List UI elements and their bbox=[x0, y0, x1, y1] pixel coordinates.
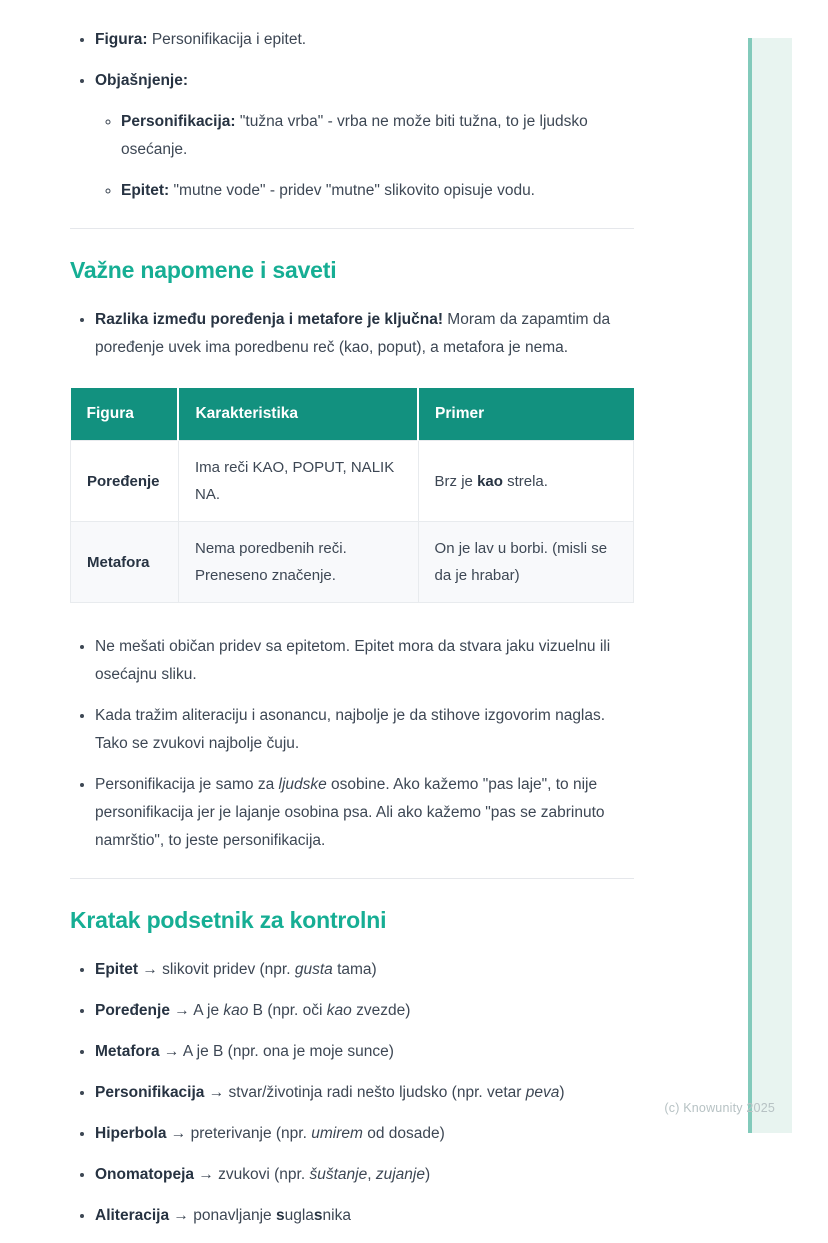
list-item bbox=[95, 956, 634, 984]
text-segment: → ponavljanje bbox=[169, 1206, 276, 1224]
section-title-napomene: Važne napomene i saveti bbox=[70, 257, 337, 284]
comparison-table-wrapper bbox=[70, 388, 634, 603]
text-segment: s bbox=[313, 1206, 323, 1224]
comparison-table bbox=[70, 388, 634, 603]
list-item bbox=[95, 306, 634, 362]
text-segment: → zvukovi (npr. bbox=[194, 1165, 310, 1183]
text-segment: Moram da zapamtim da poređenje uvek ima poredbenu reč (kao, poput), a metafora je nema. bbox=[95, 311, 611, 357]
text-segment: peva bbox=[525, 1084, 560, 1102]
text-segment: umirem bbox=[311, 1125, 363, 1143]
section-divider bbox=[70, 228, 634, 229]
text-segment: strela. bbox=[502, 472, 548, 490]
text-segment: Aliteracija bbox=[95, 1206, 170, 1224]
document-content bbox=[70, 26, 634, 1243]
section-divider bbox=[70, 878, 634, 879]
list-item bbox=[95, 1079, 634, 1107]
text-segment: , bbox=[367, 1165, 376, 1183]
list-item bbox=[95, 1202, 634, 1230]
text-segment: ) bbox=[424, 1165, 431, 1183]
text-segment: osobine. Ako kažemo "pas laje", to nije personifikacija jer je lajanje osobina psa. Ali ako kažemo "pas se zabrinuto namrštio", to jeste personifikacija. bbox=[95, 775, 605, 849]
text-segment: Poređenje bbox=[95, 1002, 170, 1020]
reminder-list bbox=[70, 956, 634, 1229]
list-item bbox=[95, 67, 634, 205]
text-segment: Figura: bbox=[95, 31, 148, 48]
intro-sublist bbox=[95, 108, 634, 205]
list-item-label bbox=[95, 72, 188, 89]
text-segment: "mutne vode" - pridev "mutne" slikovito opisuje vodu. bbox=[169, 181, 535, 199]
cell-figura: Metafora bbox=[71, 522, 179, 603]
text-segment: Brz je bbox=[434, 472, 478, 490]
text-segment: → A je bbox=[169, 1002, 224, 1020]
text-segment: Kada tražim aliteraciju i asonancu, najbolje je da stihove izgovorim naglas. Tako se zvukovi najbolje čuju. bbox=[95, 707, 606, 752]
cell-karakteristika: Ima reči KAO, POPUT, NALIK NA. bbox=[178, 441, 418, 522]
text-segment: Personifikacija i epitet. bbox=[147, 31, 307, 48]
text-segment: Personifikacija: bbox=[121, 112, 236, 130]
text-segment: B (npr. oči bbox=[248, 1002, 327, 1020]
text-segment: Objašnjenje: bbox=[95, 71, 189, 89]
list-item bbox=[95, 1120, 634, 1148]
text-segment: On je lav u borbi. (misli se da je hrabar) bbox=[434, 540, 608, 585]
cell-primer bbox=[418, 522, 633, 603]
section-title-podsetnik: Kratak podsetnik za kontrolni bbox=[70, 907, 387, 934]
table-header-figura: Figura bbox=[71, 388, 179, 441]
notes-list bbox=[70, 633, 634, 854]
text-segment: s bbox=[275, 1206, 285, 1224]
text-segment: ugla bbox=[284, 1206, 314, 1224]
text-segment: od dosade) bbox=[362, 1125, 445, 1143]
list-item bbox=[95, 633, 634, 689]
text-segment: gusta bbox=[294, 961, 333, 979]
text-segment: ) bbox=[559, 1084, 565, 1102]
text-segment: Onomatopeja bbox=[95, 1165, 195, 1183]
table-row bbox=[71, 441, 634, 522]
text-segment: Epitet: bbox=[121, 181, 170, 199]
cell-primer bbox=[418, 441, 633, 522]
cell-figura: Poređenje bbox=[71, 441, 179, 522]
text-segment: Hiperbola bbox=[95, 1125, 167, 1143]
text-segment: → stvar/životinja radi nešto ljudsko (npr. vetar bbox=[204, 1084, 526, 1102]
text-segment: kao bbox=[326, 1002, 352, 1020]
list-item bbox=[121, 177, 634, 205]
table-header-primer: Primer bbox=[418, 388, 633, 441]
text-segment: tama) bbox=[332, 961, 377, 979]
text-segment: zvezde) bbox=[351, 1002, 411, 1020]
lead-list bbox=[70, 306, 634, 362]
list-item bbox=[95, 1161, 634, 1189]
list-item bbox=[95, 702, 634, 758]
intro-list bbox=[70, 26, 634, 204]
list-item bbox=[121, 108, 634, 164]
text-segment: "tužna vrba" - vrba ne može biti tužna, to je ljudsko osećanje. bbox=[121, 112, 588, 158]
copyright-notice: (c) Knowunity 2025 bbox=[664, 1101, 775, 1115]
text-segment: Metafora bbox=[95, 1043, 160, 1061]
text-segment: šuštanje bbox=[309, 1165, 368, 1183]
text-segment: → slikovit pridev (npr. bbox=[138, 961, 295, 979]
text-segment: Personifikacija je samo za bbox=[95, 775, 279, 793]
text-segment: Personifikacija bbox=[95, 1084, 205, 1102]
list-item bbox=[95, 771, 634, 855]
list-item bbox=[95, 26, 634, 54]
text-segment: nika bbox=[322, 1206, 351, 1224]
cell-karakteristika: Nema poredbenih reči. Preneseno značenje. bbox=[178, 522, 418, 603]
text-segment: → A je B (npr. ona je moje sunce) bbox=[159, 1043, 394, 1061]
text-segment: zujanje bbox=[375, 1165, 425, 1183]
text-segment: Razlika između poređenja i metafore je ključna! bbox=[95, 311, 443, 329]
page-edge-decoration bbox=[748, 38, 792, 1133]
table-header-karakteristika: Karakteristika bbox=[178, 388, 418, 441]
table-header-row bbox=[71, 388, 634, 441]
text-segment: kao bbox=[223, 1002, 249, 1020]
text-segment: Epitet bbox=[95, 961, 139, 979]
table-row bbox=[71, 522, 634, 603]
list-item bbox=[95, 997, 634, 1025]
text-segment: ljudske bbox=[278, 775, 327, 793]
text-segment: → preterivanje (npr. bbox=[166, 1125, 312, 1143]
list-item bbox=[95, 1038, 634, 1066]
text-segment: Ne mešati običan pridev sa epitetom. Epitet mora da stvara jaku vizuelnu ili osećajnu sliku. bbox=[95, 638, 611, 684]
text-segment: kao bbox=[477, 472, 503, 490]
